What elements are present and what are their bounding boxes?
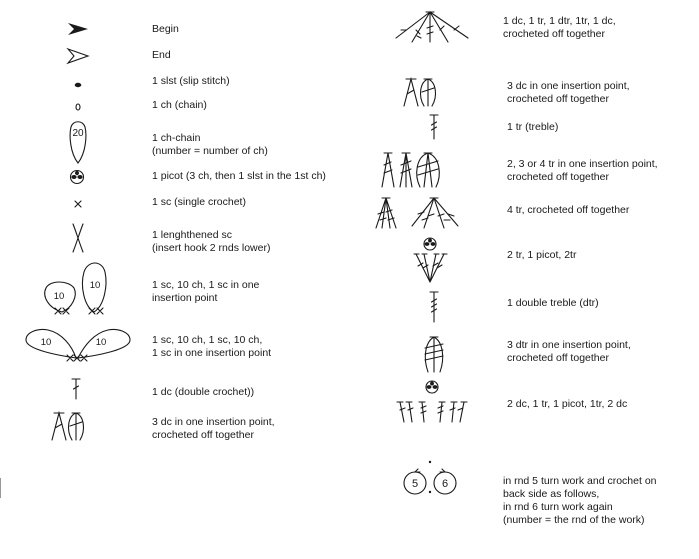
dtr-label: 1 double treble (dtr) <box>507 297 599 309</box>
tr-cluster-label: 2, 3 or 4 tr in one insertion point, <box>507 158 658 170</box>
slst-label: 1 slst (slip stitch) <box>152 75 230 87</box>
tr-cluster-icon <box>380 149 448 194</box>
dtr-cluster-note: crocheted off together <box>507 352 609 364</box>
dc-tr-picot-fan-icon <box>396 378 468 431</box>
fan-cluster-icon <box>392 8 472 49</box>
double-loop-note: 1 sc in one insertion point <box>152 347 272 359</box>
begin-arrow-icon <box>66 22 90 41</box>
double-treble-icon <box>428 290 440 329</box>
end-label: End <box>152 49 171 61</box>
turn-work-icon <box>396 458 464 511</box>
dc-cluster-note: crocheted off together <box>152 429 254 441</box>
treble-icon <box>428 113 440 146</box>
fan-cluster-note: crocheted off together <box>503 28 605 40</box>
turn-note-1: back side as follows, <box>503 488 600 500</box>
loop-count: 10 <box>53 291 65 302</box>
round-number-a: 5 <box>411 478 419 490</box>
sc-label: 1 sc (single crochet) <box>152 196 246 208</box>
double-loop-label: 1 sc, 10 ch, 1 sc, 10 ch, <box>152 334 263 346</box>
dc-cluster-label: 3 dc in one insertion point, <box>152 416 275 428</box>
tr-cluster-note: crocheted off together <box>507 171 609 183</box>
lengthened-sc-icon <box>70 222 86 259</box>
dtr-cluster-icon <box>421 334 447 379</box>
ch-label: 1 ch (chain) <box>152 99 207 111</box>
slip-stitch-icon <box>72 77 84 95</box>
begin-label: Begin <box>152 23 179 35</box>
sc-loop-label: 1 sc, 10 ch, 1 sc in one <box>152 279 260 291</box>
svg-text:10: 10 <box>89 280 101 291</box>
dc-cluster-icon <box>50 410 86 447</box>
loop-count: 10 <box>40 337 52 348</box>
dtr-cluster-label: 3 dtr in one insertion point, <box>507 339 631 351</box>
dc-cluster-r-note: crocheted off together <box>507 93 609 105</box>
picot-icon <box>68 168 86 191</box>
svg-text:10: 10 <box>95 337 107 348</box>
chain-icon <box>72 100 84 118</box>
double-loop-icon <box>22 322 136 372</box>
dc-tr-picot-label: 2 dc, 1 tr, 1 picot, 1tr, 2 dc <box>507 398 628 410</box>
round-number-b: 6 <box>441 478 449 490</box>
tr-picot-icon <box>408 236 452 291</box>
end-arrow-icon <box>66 48 90 69</box>
chain-count: 20 <box>72 128 84 139</box>
fan-cluster-label: 1 dc, 1 tr, 1 dtr, 1tr, 1 dc, <box>503 15 616 27</box>
ch-chain-label: 1 ch-chain <box>152 132 201 144</box>
dc-cluster-r-label: 3 dc in one insertion point, <box>507 80 630 92</box>
turn-note-2: in rnd 6 turn work again <box>503 501 613 513</box>
lengthened-sc-label: 1 lenghthened sc <box>152 229 232 241</box>
lengthened-sc-note: (insert hook 2 rnds lower) <box>152 242 271 254</box>
dc-label: 1 dc (double crochet)) <box>152 386 255 398</box>
picot-label: 1 picot (3 ch, then 1 slst in the 1st ch) <box>152 170 326 182</box>
tr-picot-label: 2 tr, 1 picot, 2tr <box>507 249 577 261</box>
tr4-label: 4 tr, crocheted off together <box>507 204 630 216</box>
page-edge-divider <box>0 478 1 498</box>
single-crochet-icon <box>72 197 84 215</box>
double-crochet-icon <box>70 377 82 406</box>
turn-label: in rnd 5 turn work and crochet on <box>503 475 657 487</box>
tr-label: 1 tr (treble) <box>507 121 559 133</box>
sc-loop-sc-icon <box>40 258 115 323</box>
sc-loop-note: insertion point <box>152 292 218 304</box>
turn-note-3: (number = the rnd of the work) <box>503 514 645 526</box>
ch-chain-note: (number = number of ch) <box>152 145 268 157</box>
chain-loop-icon <box>67 117 89 170</box>
tr4-together-icon <box>374 194 470 235</box>
dc-cluster-icon <box>402 76 438 113</box>
